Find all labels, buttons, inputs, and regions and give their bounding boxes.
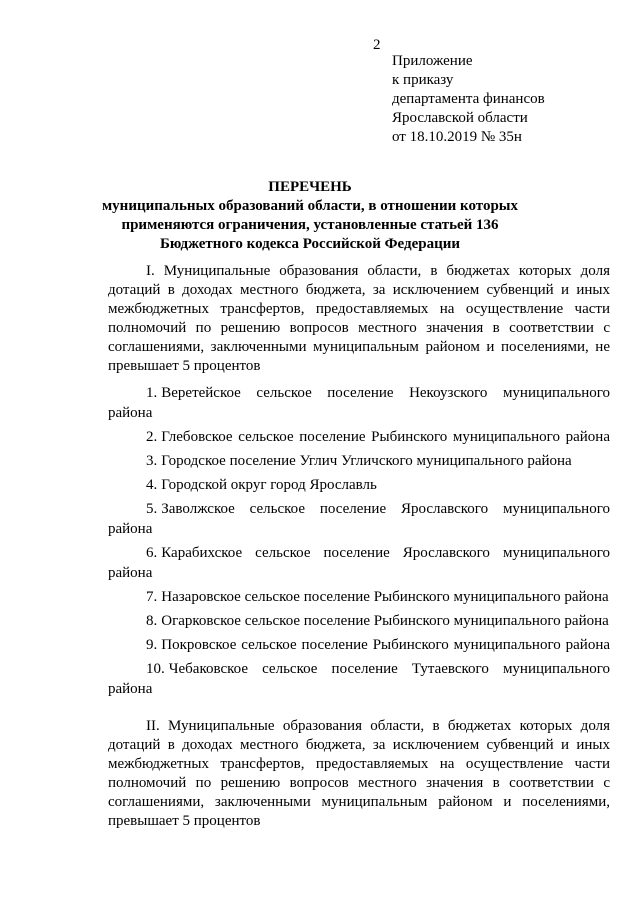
list-item-number: 9. (146, 637, 158, 653)
list-item (108, 427, 610, 447)
title-line: Бюджетного кодекса Российской Федерации (159, 236, 460, 252)
list-item-number: 5. (146, 501, 158, 517)
list-item-text: Назаровское сельское поселение Рыбинского муниципального района (161, 589, 609, 605)
list-item-number: 1. (146, 385, 158, 401)
list-item (108, 587, 610, 607)
section-2-paragraph: II. Муниципальные образования области, в бюджетах которых доля дотаций в доходах местного бюджета, за исключением субвенций и иных межбюджетных трансфертов, предоставляемых на осуществление части полномочий по решению вопросов местного значения в соответствии с соглашениями, заключенными муниципальным районом и поселениями, превышает 5 процентов (108, 718, 610, 829)
title-line: применяются ограничения, установленные статьей 136 (121, 217, 499, 233)
municipality-list (108, 383, 610, 703)
list-item-number: 2. (146, 429, 158, 445)
title-heading: ПЕРЕЧЕНЬ (268, 179, 352, 195)
list-item-number: 3. (146, 453, 158, 469)
appendix-line: от 18.10.2019 № 35н (392, 129, 522, 145)
list-item (108, 543, 610, 583)
list-item (108, 475, 610, 495)
list-item-number: 10. (146, 661, 165, 677)
page-number: 2 (373, 37, 381, 53)
appendix-line: Приложение (392, 53, 473, 69)
list-item-text: Веретейское сельское поселение Некоузского муниципального района (108, 385, 610, 421)
list-item-text: Чебаковское сельское поселение Тутаевского муниципального района (108, 661, 610, 697)
list-item-text: Глебовское сельское поселение Рыбинского муниципального района (161, 429, 610, 445)
list-item (108, 659, 610, 699)
section-1-paragraph: I. Муниципальные образования области, в бюджетах которых доля дотаций в доходах местного бюджета, за исключением субвенций и иных межбюджетных трансфертов, предоставляемых на осуществление части полномочий по решению вопросов местного значения в соответствии с соглашениями, заключенными муниципальным районом и поселениями, не превышает 5 процентов (108, 263, 610, 374)
list-item-number: 7. (146, 589, 158, 605)
list-item (108, 499, 610, 539)
list-item-text: Карабихское сельское поселение Ярославского муниципального района (108, 545, 610, 581)
appendix-line: Ярославской области (392, 110, 528, 126)
list-item-number: 4. (146, 477, 158, 493)
list-item-number: 6. (146, 545, 158, 561)
list-item-text: Городское поселение Углич Угличского муниципального района (161, 453, 572, 469)
list-item-text: Заволжское сельское поселение Ярославского муниципального района (108, 501, 610, 537)
list-item (108, 635, 610, 655)
list-item-text: Городской округ город Ярославль (161, 477, 377, 493)
list-item-text: Огарковское сельское поселение Рыбинского муниципального района (161, 613, 609, 629)
appendix-header (392, 52, 545, 147)
appendix-line: департамента финансов (392, 91, 545, 107)
list-item-text: Покровское сельское поселение Рыбинского муниципального района (161, 637, 610, 653)
list-item-number: 8. (146, 613, 158, 629)
list-item (108, 611, 610, 631)
appendix-line: к приказу (392, 72, 454, 88)
list-item (108, 451, 610, 471)
document-title (100, 178, 520, 254)
title-line: муниципальных образований области, в отношении которых (101, 198, 519, 214)
list-item (108, 383, 610, 423)
